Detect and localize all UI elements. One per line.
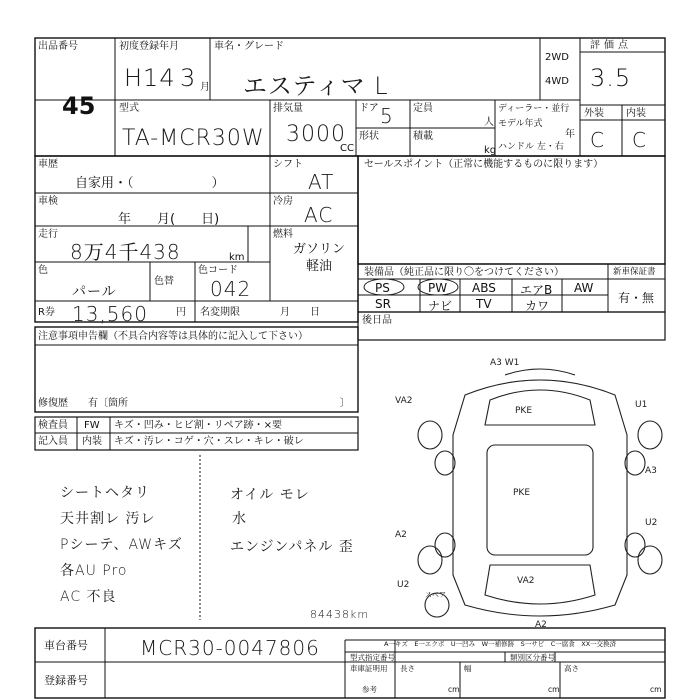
equip-aw: AW (574, 281, 594, 295)
model-cert-label: 型式指定番号 (350, 653, 395, 662)
kg-unit: kg (484, 145, 497, 156)
ac-value: AC (304, 203, 334, 227)
model-year-label: モデル年式 (498, 119, 543, 129)
dealer-label: ディーラー・並行 (498, 104, 570, 114)
height-label: 高さ (564, 664, 579, 673)
mileage-note: 84438km (310, 608, 370, 621)
color-value: パール (72, 284, 117, 300)
model-label: 型式 (119, 103, 139, 114)
shift-label: シフト (273, 159, 303, 170)
chassis-label: 車台番号 (44, 639, 88, 652)
capacity-label: 定員 (413, 103, 433, 114)
lot-no: 45 (62, 92, 96, 120)
color-code-label: 色コード (198, 265, 238, 276)
first-reg-year: H14 (124, 64, 176, 92)
history-value: 自家用・（ ） (75, 176, 225, 191)
equip-ps: PS (375, 281, 390, 295)
equip-pw: PW (428, 281, 448, 295)
displacement: 3000 (286, 122, 346, 147)
equip-abs: ABS (472, 281, 496, 295)
equip-airbag: エアB (520, 283, 553, 297)
car-name-label: 車名・グレード (214, 41, 284, 52)
drive-2wd: 2WD (545, 52, 569, 63)
warranty-value: 有・無 (618, 291, 655, 305)
equip-leather: カワ (525, 299, 550, 313)
recycle-value: 13,560 (72, 302, 148, 326)
mark-u2-left: U2 (397, 580, 410, 590)
car-name: エスティマ L (243, 72, 389, 100)
doors: 5 (380, 104, 394, 128)
name-change-value: 月 日 (280, 307, 320, 318)
shape-label: 形状 (359, 131, 379, 142)
recycle-label: R券 (38, 307, 55, 318)
hand-note-5: AC 不良 (60, 589, 117, 605)
cc-unit: CC (340, 143, 354, 154)
diagram-legend: A一キズ E一エクボ U一凹み W一補修跡 S一サビ C一腐食 XX一交換済 (384, 640, 617, 648)
equip-circle-marks (358, 279, 468, 312)
hand-note-4: 各AU Pro (60, 563, 128, 579)
exterior-label: 外装 (584, 108, 604, 119)
person-unit: 人 (484, 117, 494, 128)
car-damage-diagram (395, 355, 680, 630)
mileage-value: 8万4千438 (70, 240, 181, 264)
interior-grade: C (632, 128, 647, 152)
handle-label: ハンドル 左・右 (498, 142, 564, 152)
mark-va2-top: VA2 (395, 396, 413, 406)
hand-note-6: オイル モレ (230, 487, 310, 503)
sales-point-label: セールスポイント（正常に機能するものに限ります） (364, 159, 604, 170)
year-unit: 年 (565, 129, 575, 140)
warranty-label: 新車保証書 (613, 267, 656, 277)
aftermarket-label: 後日品 (362, 315, 392, 326)
inspection-value: 年 月( 日) (118, 212, 220, 227)
inner-label: 内装 (82, 436, 102, 447)
repair-bracket-close: 〕 (340, 398, 350, 409)
mark-u2-right: U2 (645, 518, 658, 528)
length-label: 長さ (400, 664, 415, 673)
recorder-label: 記入員 (38, 436, 68, 447)
load-label: 積載 (413, 131, 433, 142)
equipment-label: 装備品（純正品に限り〇をつけてください） (364, 267, 564, 278)
legend-inner: キズ・汚レ・コゲ・穴・スレ・キレ・破レ (114, 436, 304, 447)
mark-va2-bottom: VA2 (517, 576, 535, 586)
ac-label: 冷房 (273, 196, 293, 207)
legend-fw: キズ・凹み・ヒビ割・リペア跡・×要 (114, 420, 282, 431)
color-code: 042 (210, 277, 252, 301)
notice-label: 注意事項申告欄（不具合内容等は具体的に記入して下さい） (38, 331, 308, 342)
first-reg-label: 初度登録年月 (119, 41, 179, 52)
cm-unit-2: cm (548, 685, 560, 694)
drive-4wd: 4WD (545, 76, 569, 87)
hand-note-2: 天井割レ 汚レ (60, 511, 156, 527)
hand-note-3: Pシーテ、AWキズ (60, 537, 183, 553)
spare-label: スペア (425, 591, 446, 599)
grade-label: 評価点 (590, 40, 632, 51)
class-label: 類別区分番号 (510, 653, 555, 662)
month-unit: 月 (200, 82, 210, 93)
model: TA-MCR30W (122, 126, 265, 151)
reg-label: 登録番号 (44, 674, 88, 687)
mark-pke-top: PKE (515, 406, 533, 416)
equip-sr: SR (375, 297, 391, 311)
fuel-label: 燃料 (273, 229, 293, 240)
mark-a3w1: A3 W1 (490, 358, 520, 368)
history-label: 車歴 (38, 159, 58, 170)
equip-navi: ナビ (428, 299, 453, 313)
color-change-label: 色替 (154, 276, 174, 287)
exterior-grade: C (590, 128, 605, 152)
mark-a2-bottom: A2 (535, 620, 547, 630)
yen-unit: 円 (176, 307, 186, 318)
first-reg-month: 3 (180, 64, 197, 92)
mark-u1: U1 (635, 400, 648, 410)
displacement-label: 排気量 (273, 103, 303, 114)
hand-note-7: 水 (232, 511, 247, 527)
hand-note-1: シートヘタリ (60, 485, 150, 501)
mileage-label: 走行 (38, 229, 58, 240)
cm-unit-3: cm (650, 685, 662, 694)
fw-label: FW (84, 420, 100, 431)
width-label: 幅 (464, 664, 472, 673)
shift-value: AT (308, 170, 335, 194)
inspector-label: 検査員 (38, 420, 68, 431)
doors-label: ドア (359, 103, 379, 114)
inspection-label: 車検 (38, 196, 58, 207)
hand-note-8: エンジンパネル 歪 (230, 539, 354, 555)
fuel-value: ガソリン 軽油 (292, 242, 345, 274)
interior-label: 内装 (626, 108, 646, 119)
mark-a2-left: A2 (395, 530, 407, 540)
km-unit: km (229, 252, 245, 263)
cert-label: 車庫証明用 (350, 664, 388, 673)
chassis-value: MCR30-0047806 (140, 636, 320, 660)
name-change-label: 名変期限 (200, 307, 240, 318)
lot-no-label: 出品番号 (38, 41, 78, 52)
grade: 3.5 (590, 64, 632, 92)
mark-a3-right: A3 (645, 466, 657, 476)
mark-pke-center: PKE (513, 488, 531, 498)
ref-label: 参考 (362, 685, 377, 694)
cm-unit-1: cm (448, 685, 460, 694)
color-label: 色 (38, 265, 48, 276)
equip-tv: TV (476, 297, 492, 311)
repair-label: 修復歴 有〔箇所 (38, 398, 128, 409)
